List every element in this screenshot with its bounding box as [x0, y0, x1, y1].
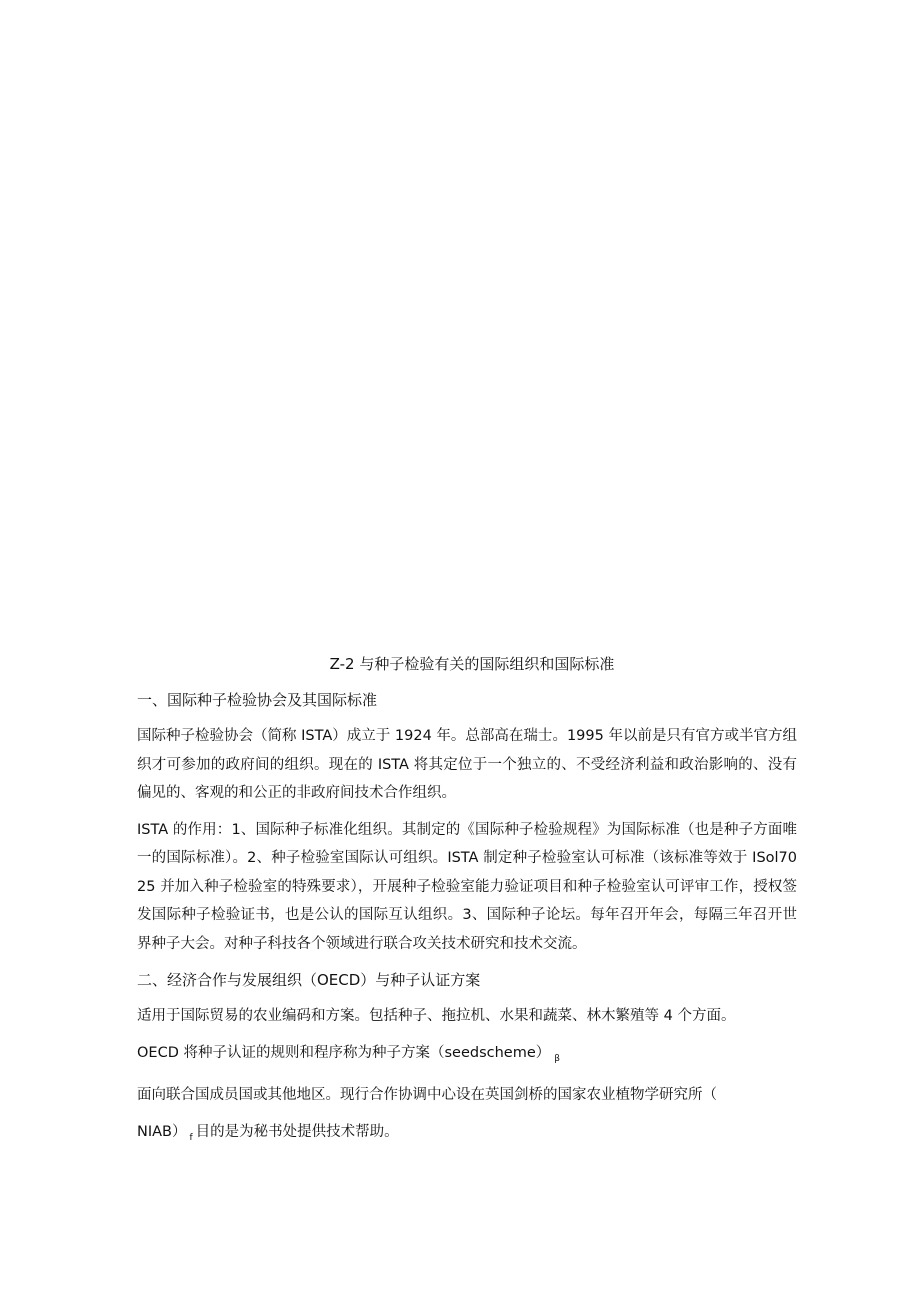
paragraph-oecd-scheme-text: OECD 将种子认证的规则和程序称为种子方案（seedscheme） — [137, 1044, 551, 1061]
scheme-mark: β — [554, 1053, 561, 1064]
section-heading-ista: 一、国际种子检验协会及其国际标准 — [137, 691, 378, 709]
document-title: Z-2 与种子检验有关的国际组织和国际标准 — [329, 655, 615, 673]
document-body — [137, 650, 797, 1160]
paragraph-ista-role: ISTA 的作用：1、国际种子标准化组织。其制定的《国际种子检验规程》为国际标准（也是种子方面唯一的国际标准）。2、种子检验室国际认可组织。ISTA 制定种子检验室认可标准（该标准等效于 ISol7025 并加入种子检验室的特殊要求），开展种子检验室能力验证项目和种子检验室认可评审工作，授权签发国际种子检验证书，也是公认的国际互认组织。3、国际种子论坛。每年召开年会，每隔三年召开世界种子大会。对种子科技各个领域进行联合攻关技术研究和技术交流。 — [137, 821, 797, 952]
paragraph-oecd-scope: 适用于国际贸易的农业编码和方案。包括种子、拖拉机、水果和蔬菜、林木繁殖等 4 个方面。 — [137, 1008, 736, 1024]
niab-mark: f — [189, 1132, 193, 1143]
paragraph-ista-intro: 国际种子检验协会（简称 ISTA）成立于 1924 年。总部高在瑞士。1995 年以前是只有官方或半官方组织才可参加的政府间的组织。现在的 ISTA 将其定位于一个独立的、不受经济利益和政治影响的、没有偏见的、客观的和公正的非政府间技术合作组织。 — [137, 728, 797, 801]
paragraph-oecd-scheme — [137, 1039, 797, 1074]
niab-text: NIAB） — [137, 1123, 187, 1140]
section-heading-oecd: 二、经济合作与发展组织（OECD）与种子认证方案 — [137, 971, 481, 989]
niab-purpose-text: 目的是为秘书处提供技术帮助。 — [195, 1123, 399, 1140]
paragraph-oecd-niab — [137, 1118, 797, 1153]
paragraph-oecd-coordination: 面向联合国成员国或其他地区。现行合作协调中心设在英国剑桥的国家农业植物学研究所（ — [137, 1087, 717, 1103]
